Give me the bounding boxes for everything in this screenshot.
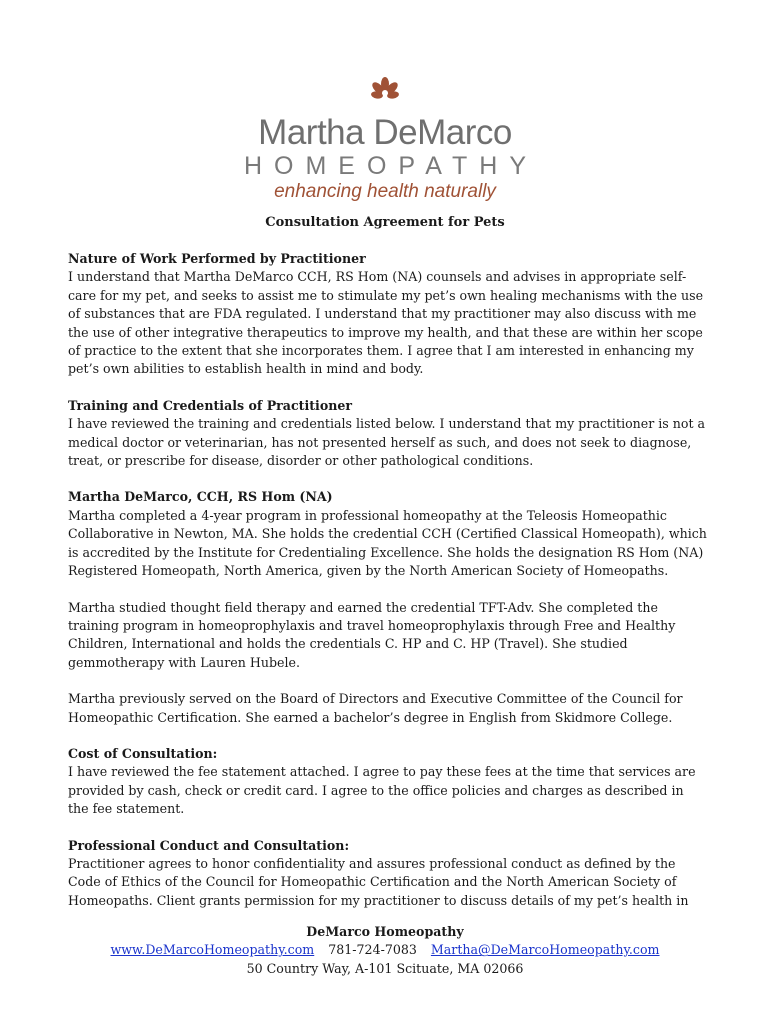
phone-number: 781-724-7083 — [328, 942, 417, 958]
footer-contact-line — [0, 941, 770, 959]
section-heading: Training and Credentials of Practitioner — [68, 397, 353, 413]
brand-name: Martha DeMarco — [258, 113, 512, 152]
section-text: Martha completed a 4-year program in professional homeopathy at the Teleosis Homeopathic Collaborative in Newton, MA. She holds the credential CCH (Certified Classical Homeopath), which is accredited by the Institute for Credentialing Excellence. She holds the designation RS Hom (NA) Registered Homeopath, North America, given by the North American Society of Homeopaths. — [68, 507, 707, 579]
lotus-flower-icon — [370, 76, 400, 104]
section-professional-conduct — [68, 837, 708, 911]
section-bio-continued — [68, 599, 708, 673]
logo — [0, 76, 770, 204]
document-body — [68, 250, 708, 928]
section-heading: Martha DeMarco, CCH, RS Hom (NA) — [68, 489, 333, 505]
section-training — [68, 397, 708, 471]
section-text: I have reviewed the training and credentials listed below. I understand that my practitioner is not a medical doctor or veterinarian, has not presented herself as such, and does not seek to diagnose, treat, or prescribe for disease, disorder or other pathological conditions. — [68, 416, 706, 469]
section-text: Martha previously served on the Board of Directors and Executive Committee of the Council for Homeopathic Certification. She earned a bachelor’s degree in English from Skidmore College. — [68, 691, 683, 725]
brand-tagline: enhancing health naturally — [274, 181, 496, 202]
section-text: I have reviewed the fee statement attached. I agree to pay these fees at the time that services are provided by cash, check or credit card. I agree to the office policies and charges as described in the fee statement. — [68, 764, 696, 817]
section-bio-board — [68, 690, 708, 727]
section-heading: Professional Conduct and Consultation: — [68, 837, 350, 853]
section-text: Practitioner agrees to honor confidentiality and assures professional conduct as defined by the Code of Ethics of the Council for Homeopathic Certification and the North American Society of Homeopaths. Client grants permission for my practitioner to discuss details of my pet’s health in — [68, 855, 689, 908]
footer — [0, 923, 770, 978]
document-title: Consultation Agreement for Pets — [265, 215, 505, 230]
footer-address: 50 Country Way, A-101 Scituate, MA 02066 — [246, 960, 524, 976]
section-cost — [68, 745, 708, 819]
brand-subtitle: HOMEOPATHY — [243, 152, 539, 180]
website-link[interactable]: www.DeMarcoHomeopathy.com — [110, 942, 315, 958]
section-heading: Nature of Work Performed by Practitioner — [68, 251, 366, 266]
footer-title: DeMarco Homeopathy — [306, 924, 464, 939]
section-practitioner-bio — [68, 488, 708, 580]
section-text: I understand that Martha DeMarco CCH, RS Hom (NA) counsels and advises in appropriate self-care for my pet, and seeks to assist me to stimulate my pet’s own healing mechanisms with the use of substances that are FDA regulated. I understand that my practitioner may also discuss with me the use of other integrative therapeutics to improve my health, and that these are within her scope of practice to the extent that she incorporates them. I agree that I am interested in enhancing my pet’s own abilities to establish health in mind and body. — [68, 269, 704, 377]
email-link[interactable]: Martha@DeMarcoHomeopathy.com — [430, 942, 660, 958]
section-text: Martha studied thought field therapy and earned the credential TFT-Adv. She completed the training program in homeoprophylaxis and travel homeoprophylaxis through Free and Healthy Children, International and holds the credentials C. HP and C. HP (Travel). She studied gemmotherapy with Lauren Hubele. — [68, 599, 676, 670]
section-heading: Cost of Consultation: — [68, 745, 218, 761]
section-nature-of-work — [68, 250, 708, 379]
